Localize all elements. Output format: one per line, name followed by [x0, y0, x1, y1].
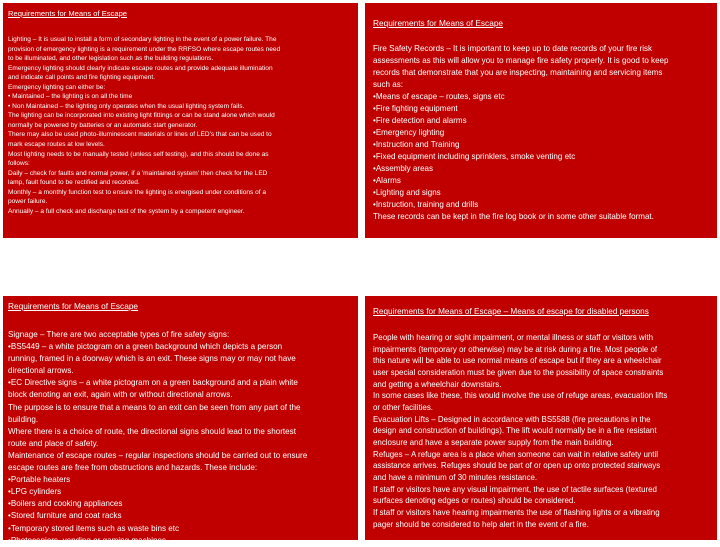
body-line: Signage – There are two acceptable types of fire safety signs:	[8, 330, 230, 339]
slide-title: Requirements for Means of Escape	[8, 301, 139, 311]
body-line: •Fixed equipment including sprinklers, smoke venting etc	[373, 152, 576, 161]
body-line: Fire Safety Records – It is important to keep up to date records of your fire risk	[373, 44, 653, 53]
body-line: Daily – check for faults and normal power, if a 'maintained system' then check for the LED	[8, 169, 268, 177]
body-line: •Stored furniture and coat racks	[8, 511, 122, 521]
body-line: provision of emergency lighting is a requirement under the RRFSO where escape routes need	[8, 45, 281, 53]
body-line: running, framed in a doorway which is an exit. These signs may or may not have	[8, 354, 296, 364]
body-line: If staff or visitors have any visual impairment, the use of tactile surfaces (textured	[373, 484, 657, 494]
body-line: If staff or visitors have hearing impairments the use of flashing lights or a vibrating	[373, 507, 660, 517]
body-line: Lighting – It is usual to install a form of secondary lighting in the event of a power failure. The	[8, 36, 277, 43]
slide-title: Requirements for Means of Escape	[373, 18, 504, 28]
body-line: directional arrows.	[8, 366, 74, 376]
body-line: impairments (temporary or otherwise) may be at risk during a fire. Most people of	[373, 344, 658, 354]
body-line: Annually – a full check and discharge test of the system by a competent engineer.	[8, 207, 245, 215]
body-line: and have a minimum of 30 minutes resistance.	[373, 472, 538, 482]
body-line: The purpose is to ensure that a means to an exit can be seen from any part of the	[8, 402, 301, 412]
body-line: •Temporary stored items such as waste bins etc	[8, 523, 180, 533]
body-line: records that demonstrate that you are inspecting, maintaining and servicing items	[373, 68, 663, 77]
body-line: mark escape routes at low levels.	[8, 141, 105, 149]
body-line: •Instruction and Training	[373, 140, 460, 149]
body-line: normally be powered by batteries or an automatic start generator.	[8, 121, 198, 129]
body-line: to be illuminated, and other legislation such as the building regulations.	[8, 55, 214, 63]
slide-body	[8, 329, 353, 547]
body-line: power failure.	[8, 198, 48, 206]
body-line: such as:	[373, 80, 403, 89]
body-line: Most lighting needs to be manually tested (unless self testing), and this should be done as	[8, 150, 269, 158]
body-line: • Non Maintained – the lighting only operates when the usual lighting system fails.	[8, 102, 245, 110]
body-line: •EC Directive signs – a white pictogram on a green background and a plain white	[8, 378, 298, 388]
body-line: •Lighting and signs	[373, 188, 441, 197]
body-line: building.	[8, 414, 39, 424]
body-line: •BS5449 – a white pictogram on a green background which depicts a person	[8, 342, 283, 352]
body-line: and getting a wheelchair downstairs.	[373, 379, 502, 389]
body-line: •Fire detection and alarms	[373, 116, 467, 125]
body-line: enclosure and have a separate power supply from the main building.	[373, 437, 614, 447]
body-line: Evacuation Lifts – Designed in accordance with BS5588 (fire precautions in the	[373, 414, 651, 424]
body-line: •Instruction, training and drills	[373, 200, 479, 209]
body-line: •Means of escape – routes, signs etc	[373, 92, 505, 101]
slide-disabled-persons	[365, 296, 717, 540]
body-line: pager should be considered to help alert in the event of a fire.	[373, 519, 589, 529]
body-line: •Alarms	[373, 176, 401, 185]
body-line: or other facilities.	[373, 402, 433, 412]
body-line: Monthly – a monthly function test to ensure the lighting is energised under conditions of a	[8, 188, 267, 196]
slide-title: Requirements for Means of Escape	[8, 9, 128, 18]
body-line: Maintenance of escape routes – regular inspections should be carried out to ensure	[8, 450, 308, 460]
slide-body	[373, 43, 709, 223]
slide-lighting	[3, 3, 358, 238]
body-line: • Maintained – the lighting is on all the time	[8, 93, 133, 101]
body-line: lamp, fault found to be rectified and recorded.	[8, 179, 140, 187]
body-line: Where there is a choice of route, the directional signs should lead to the shortest	[8, 426, 296, 436]
body-line: The lighting can be incorporated into existing light fittings or can be stand alone which would	[8, 112, 275, 120]
body-line: •Portable heaters	[8, 475, 71, 485]
slide-body	[8, 35, 353, 216]
body-line: block denoting an exit, again with or without directional arrows.	[8, 390, 233, 400]
body-line: Emergency lighting can either be:	[8, 83, 106, 91]
body-line: •Boilers and cooking appliances	[8, 499, 123, 509]
body-line: Refuges – A refuge area is a place when someone can wait in relative safety until	[373, 449, 659, 459]
slide-title: Requirements for Means of Escape – Means of escape for disabled persons	[373, 307, 649, 316]
body-line: •Assembly areas	[373, 164, 434, 173]
body-line: There may also be used photo-illuminescent materials or lines of LED's that can be used to	[8, 131, 272, 139]
body-line: follows:	[8, 160, 30, 168]
body-line: surfaces denoting edges or routes) should be considered.	[373, 496, 576, 506]
body-line: •Emergency lighting	[373, 128, 445, 137]
body-line: These records can be kept in the fire log book or in some other suitable format.	[373, 212, 654, 221]
body-line: •Fire fighting equipment	[373, 104, 458, 113]
body-line: user special consideration must be given due to the possibility of space constraints	[373, 367, 664, 377]
body-line: escape routes are free from obstructions and hazards. These include:	[8, 463, 258, 473]
body-line: route and place of safety.	[8, 438, 99, 448]
body-line: design and construction of buildings). The lift would normally be in a fire resistant	[373, 426, 657, 436]
slide-body	[373, 332, 709, 530]
body-line: assistance arrives. Refuges should be part of or open up onto protected stairways	[373, 461, 661, 471]
body-line: and indicate call points and fire fighting equipment.	[8, 74, 156, 82]
body-line: this nature will be able to use normal means of escape but if they are a wheelchair	[373, 356, 662, 366]
body-line: •Photocopiers, vending or gaming machines.	[8, 535, 169, 545]
body-line: In some cases like these, this would involve the use of refuge areas, evacuation lifts	[373, 391, 668, 401]
body-line: Emergency lighting should clearly indicate escape routes and provide adequate illumination	[8, 64, 273, 72]
slide-fire-safety-records	[365, 3, 717, 238]
body-line: People with hearing or sight impairment, or mental illness or staff or visitors with	[373, 333, 653, 342]
body-line: •LPG cylinders	[8, 487, 62, 497]
body-line: assessments as this will allow you to manage fire safety properly. It is good to keep	[373, 56, 669, 65]
slide-signage	[3, 296, 358, 545]
